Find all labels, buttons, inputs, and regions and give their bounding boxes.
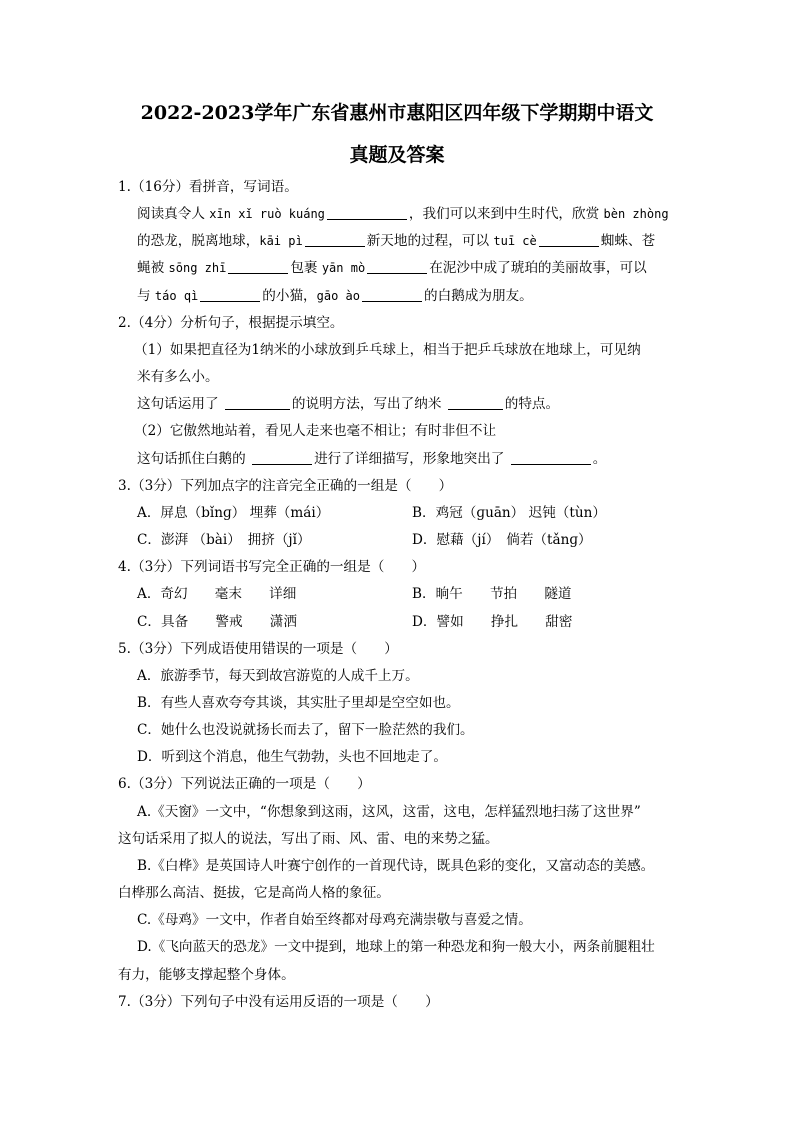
q4-options [118,581,678,635]
answer-blank[interactable] [305,232,365,247]
answer-blank[interactable] [225,395,290,410]
pinyin: gāo ào [316,288,361,303]
option-b[interactable]: B．晌午 节拍 隧道 [412,586,572,603]
text: 的说明方法，写出了纳米 [291,396,446,413]
doc-title-line2: 真题及答案 [349,144,445,166]
pinyin: tuī cè [493,234,537,249]
option-d-cont: 有力，能够支撑起整个身体。 [118,966,295,983]
pinyin: kāi pì [259,234,303,249]
option-b[interactable]: B.《白桦》是英国诗人叶赛宁创作的一首现代诗，既具色彩的变化，又富动态的美感。 [137,857,655,874]
q2-sentence: （1）如果把直径为1纳米的小球放到乒乓球上，相当于把乒乓球放在地球上，可见纳 [134,341,641,358]
q2-heading: 2.（4分）分析句子，根据提示填空。 [118,314,344,331]
q1-heading: 1.（16分）看拼音，写词语。 [118,179,298,195]
option-a-cont: 这句话采用了拟人的说法，写出了雨、风、雷、电的来势之猛。 [118,830,499,847]
option-a[interactable]: A．旅游季节，每天到故宫游览的人成千上万。 [137,667,419,684]
answer-blank[interactable] [228,259,288,274]
q7-heading: 7.（3分）下列句子中没有运用反语的一项是（ ） [118,993,439,1010]
answer-blank[interactable] [511,450,591,465]
q4-heading: 4.（3分）下列词语书写完全正确的一组是（ ） [118,559,426,576]
answer-blank[interactable] [252,450,312,465]
text: 阅读真令人 [137,206,210,223]
q1-line [118,255,678,282]
q2-sentence: （2）它傲然地站着，看见人走来也毫不相让；有时非但不让 [134,423,497,440]
q1-line [118,228,678,255]
text: 在泥沙中成了琥珀的美丽故事，可以 [429,260,647,277]
q6-heading: 6.（3分）下列说法正确的一项是（ ） [118,776,371,793]
text: 的恐龙，脱离地球， [137,233,260,250]
question-body [118,174,678,1016]
text: 。 [592,450,607,467]
option-d[interactable]: D.《飞向蓝天的恐龙》一文中提到，地球上的第一种恐龙和狗一般大小，两条前腿粗壮 [137,939,655,956]
option-c[interactable]: C．澎湃 （bài） 拥挤（jǐ） [137,532,311,549]
pinyin: xīn xǐ ruò kuáng [209,207,325,222]
q1-line [118,201,678,228]
option-b[interactable]: B．鸡冠（ɡuān） 迟钝（tùn） [412,504,606,521]
text: 的白鹅成为朋友。 [424,287,533,304]
option-c[interactable]: C.《母鸡》一文中，作者自始至终都对母鸡充满崇敬与喜爱之情。 [137,912,532,929]
text: 的特点。 [504,396,560,413]
text: 蜘蛛、苍 [600,233,656,250]
text: 包裹 [290,260,322,277]
pinyin: táo qì [154,288,199,303]
option-a[interactable]: A．屏息（bǐnɡ） 埋葬（mái） [137,504,330,521]
answer-blank[interactable] [367,259,427,274]
doc-title-line1: 2022-2023学年广东省惠州市惠阳区四年级下学期期中语文 [140,102,654,124]
text: 这句话运用了 [137,396,223,413]
q2-fill [118,391,678,418]
q3-options [118,500,678,554]
text: 的小猫， [262,287,317,304]
option-b[interactable]: B．有些人喜欢夸夸其谈，其实肚子里却是空空如也。 [137,694,460,711]
answer-blank[interactable] [448,395,503,410]
pinyin: yān mò [321,261,366,276]
text: ，我们可以来到中生时代，欣赏 [408,206,604,223]
option-a[interactable]: A．奇幻 毫末 详细 [137,586,297,603]
q3-heading: 3.（3分）下列加点字的注音完全正确的一组是（ ） [118,477,453,494]
pinyin: bèn zhòng [603,207,669,222]
option-b-cont: 白桦那么高洁、挺拔，它是高尚人格的象征。 [118,885,390,902]
text: 与 [137,287,155,304]
option-a[interactable]: A.《天窗》一文中，“你想象到这雨，这风，这雷，这电，怎样猛烈地扫荡了这世界” [137,803,641,820]
text: 新天地的过程，可以 [366,233,494,250]
answer-blank[interactable] [200,287,260,302]
q5-heading: 5.（3分）下列成语使用错误的一项是（ ） [118,640,398,657]
q1-line [118,283,678,310]
option-d[interactable]: D．譬如 挣扎 甜密 [412,613,573,630]
text: 这句话抓住白鹅的 [137,450,251,467]
option-d[interactable]: D．听到这个消息，他生气勃勃，头也不回地走了。 [137,749,447,766]
text: 蝇被 [137,260,169,277]
answer-blank[interactable] [362,287,422,302]
option-c[interactable]: C．她什么也没说就扬长而去了，留下一脸茫然的我们。 [137,722,474,739]
option-c[interactable]: C．具备 警戒 潇洒 [137,613,297,630]
answer-blank[interactable] [539,232,599,247]
pinyin: sōng zhī [168,261,227,276]
q2-fill [118,446,678,473]
q2-sentence: 米有多么小。 [137,369,219,386]
option-d[interactable]: D．慰藉（jí） 倘若（tǎnɡ） [412,532,592,549]
answer-blank[interactable] [327,205,407,220]
text: 进行了详细描写，形象地突出了 [314,450,509,467]
